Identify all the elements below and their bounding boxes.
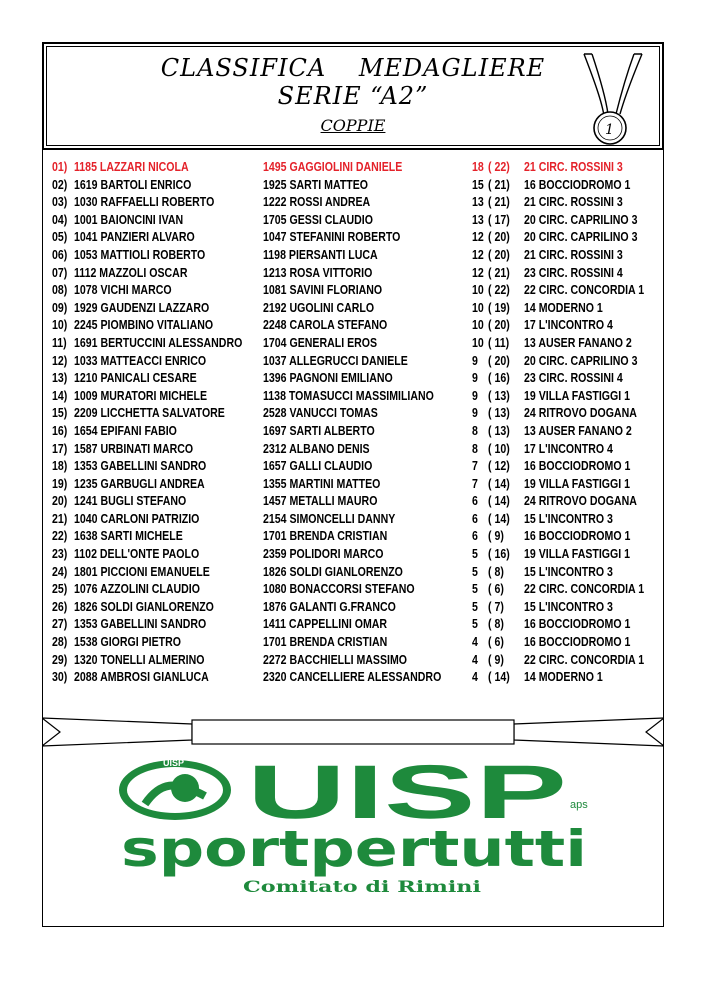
matches-cell: ( 8) — [488, 564, 504, 579]
points-cell: 9 — [472, 353, 478, 368]
rank-cell: 08) — [52, 283, 68, 298]
rank-cell: 09) — [52, 300, 68, 315]
points-cell: 5 — [472, 599, 478, 614]
player-1-cell: 1826 SOLDI GIANLORENZO — [74, 599, 214, 614]
player-2-cell: 2248 CAROLA STEFANO — [263, 318, 388, 333]
club-cell: 22 CIRC. CONCORDIA 1 — [524, 283, 645, 298]
ranking-row — [42, 178, 664, 196]
ranking-row — [42, 354, 664, 372]
points-cell: 8 — [472, 423, 478, 438]
ranking-row — [42, 565, 664, 583]
club-cell: 15 L'INCONTRO 3 — [524, 599, 613, 614]
club-cell: 22 CIRC. CONCORDIA 1 — [524, 582, 645, 597]
rank-cell: 30) — [52, 670, 68, 685]
player-1-cell: 1001 BAIONCINI IVAN — [74, 212, 184, 227]
club-cell: 24 RITROVO DOGANA — [524, 494, 637, 509]
rank-cell: 24) — [52, 564, 68, 579]
player-2-cell: 1704 GENERALI EROS — [263, 335, 378, 350]
player-2-cell: 2312 ALBANO DENIS — [263, 441, 370, 456]
matches-cell: ( 13) — [488, 423, 510, 438]
ranking-row — [42, 301, 664, 319]
ranking-row — [42, 529, 664, 547]
ranking-row — [42, 248, 664, 266]
player-1-cell: 1801 PICCIONI EMANUELE — [74, 564, 210, 579]
player-1-cell: 1040 CARLONI PATRIZIO — [74, 511, 200, 526]
points-cell: 13 — [472, 195, 484, 210]
points-cell: 5 — [472, 582, 478, 597]
points-cell: 15 — [472, 177, 484, 192]
rank-cell: 04) — [52, 212, 68, 227]
club-cell: 16 BOCCIODROMO 1 — [524, 459, 631, 474]
club-cell: 24 RITROVO DOGANA — [524, 406, 637, 421]
matches-cell: ( 8) — [488, 617, 504, 632]
player-2-cell: 1876 GALANTI G.FRANCO — [263, 599, 396, 614]
rank-cell: 02) — [52, 177, 68, 192]
player-1-cell: 1210 PANICALI CESARE — [74, 371, 197, 386]
club-cell: 23 CIRC. ROSSINI 4 — [524, 265, 623, 280]
rank-cell: 06) — [52, 247, 68, 262]
matches-cell: ( 14) — [488, 511, 510, 526]
rank-cell: 10) — [52, 318, 68, 333]
points-cell: 6 — [472, 494, 478, 509]
matches-cell: ( 21) — [488, 195, 510, 210]
ranking-row — [42, 459, 664, 477]
matches-cell: ( 12) — [488, 459, 510, 474]
points-cell: 13 — [472, 212, 484, 227]
player-2-cell: 1411 CAPPELLINI OMAR — [263, 617, 388, 632]
ranking-row — [42, 635, 664, 653]
club-cell: 14 MODERNO 1 — [524, 300, 603, 315]
matches-cell: ( 22) — [488, 160, 510, 174]
player-1-cell: 1929 GAUDENZI LAZZARO — [74, 300, 210, 315]
rank-cell: 25) — [52, 582, 68, 597]
player-2-cell: 1355 MARTINI MATTEO — [263, 476, 381, 491]
title-word-2: MEDAGLIERE — [358, 54, 546, 82]
player-1-cell: 1691 BERTUCCINI ALESSANDRO — [74, 335, 243, 350]
club-cell: 19 VILLA FASTIGGI 1 — [524, 547, 631, 562]
rank-cell: 28) — [52, 635, 68, 650]
rank-cell: 29) — [52, 652, 68, 667]
points-cell: 10 — [472, 283, 484, 298]
rank-cell: 13) — [52, 371, 68, 386]
club-cell: 23 CIRC. ROSSINI 4 — [524, 371, 623, 386]
ranking-row — [42, 195, 664, 213]
player-1-cell: 1654 EPIFANI FABIO — [74, 423, 177, 438]
rank-cell: 12) — [52, 353, 68, 368]
ranking-table — [42, 160, 664, 688]
points-cell: 12 — [472, 230, 484, 245]
player-1-cell: 1112 MAZZOLI OSCAR — [74, 265, 188, 280]
player-2-cell: 1701 BRENDA CRISTIAN — [263, 635, 388, 650]
player-1-cell: 1619 BARTOLI ENRICO — [74, 177, 192, 192]
ranking-row — [42, 653, 664, 671]
points-cell: 18 — [472, 160, 484, 174]
player-1-cell: 1033 MATTEACCI ENRICO — [74, 353, 207, 368]
club-cell: 13 AUSER FANANO 2 — [524, 423, 632, 438]
matches-cell: ( 20) — [488, 353, 510, 368]
points-cell: 10 — [472, 318, 484, 333]
matches-cell: ( 13) — [488, 406, 510, 421]
club-cell: 15 L'INCONTRO 3 — [524, 564, 613, 579]
club-cell: 21 CIRC. ROSSINI 3 — [524, 160, 623, 174]
ranking-row — [42, 213, 664, 231]
ranking-row — [42, 547, 664, 565]
svg-text:1: 1 — [605, 122, 614, 138]
ranking-row — [42, 336, 664, 354]
player-2-cell: 1138 TOMASUCCI MASSIMILIANO — [263, 388, 434, 403]
player-2-cell: 1705 GESSI CLAUDIO — [263, 212, 373, 227]
matches-cell: ( 11) — [488, 335, 510, 350]
player-2-cell: 2359 POLIDORI MARCO — [263, 547, 384, 562]
rank-cell: 18) — [52, 459, 68, 474]
player-2-cell: 1457 METALLI MAURO — [263, 494, 378, 509]
ranking-row — [42, 283, 664, 301]
matches-cell: ( 22) — [488, 283, 510, 298]
rank-cell: 15) — [52, 406, 68, 421]
rank-cell: 11) — [52, 335, 67, 350]
points-cell: 9 — [472, 371, 478, 386]
ranking-row — [42, 477, 664, 495]
matches-cell: ( 6) — [488, 582, 504, 597]
badge-text: UISP — [163, 758, 185, 768]
player-2-cell: 2192 UGOLINI CARLO — [263, 300, 375, 315]
points-cell: 6 — [472, 511, 478, 526]
rank-cell: 19) — [52, 476, 68, 491]
player-2-cell: 1396 PAGNONI EMILIANO — [263, 371, 393, 386]
matches-cell: ( 14) — [488, 670, 510, 685]
club-cell: 17 L'INCONTRO 4 — [524, 441, 613, 456]
rank-cell: 07) — [52, 265, 68, 280]
player-1-cell: 1235 GARBUGLI ANDREA — [74, 476, 205, 491]
uisp-logo-graphic — [115, 752, 595, 902]
page-title — [44, 54, 662, 82]
ranking-row — [42, 617, 664, 635]
player-2-cell: 1213 ROSA VITTORIO — [263, 265, 373, 280]
ranking-row — [42, 670, 664, 688]
player-1-cell: 1078 VICHI MARCO — [74, 283, 172, 298]
rank-cell: 05) — [52, 230, 68, 245]
player-2-cell: 1222 ROSSI ANDREA — [263, 195, 371, 210]
player-1-cell: 1538 GIORGI PIETRO — [74, 635, 182, 650]
tagline-text: sportpertutti — [121, 820, 587, 878]
matches-cell: ( 7) — [488, 599, 504, 614]
rank-cell: 21) — [52, 511, 68, 526]
club-cell: 19 VILLA FASTIGGI 1 — [524, 388, 631, 403]
ranking-row — [42, 160, 664, 178]
player-1-cell: 1053 MATTIOLI ROBERTO — [74, 247, 206, 262]
points-cell: 4 — [472, 635, 478, 650]
club-cell: 20 CIRC. CAPRILINO 3 — [524, 230, 638, 245]
points-cell: 5 — [472, 547, 478, 562]
player-2-cell: 2528 VANUCCI TOMAS — [263, 406, 378, 421]
club-cell: 20 CIRC. CAPRILINO 3 — [524, 353, 638, 368]
ranking-row — [42, 389, 664, 407]
rank-cell: 03) — [52, 195, 68, 210]
player-1-cell: 1638 SARTI MICHELE — [74, 529, 183, 544]
matches-cell: ( 6) — [488, 635, 504, 650]
ranking-row — [42, 230, 664, 248]
points-cell: 7 — [472, 459, 478, 474]
category-label: COPPIE — [320, 116, 386, 135]
points-cell: 5 — [472, 564, 478, 579]
club-cell: 13 AUSER FANANO 2 — [524, 335, 632, 350]
rank-cell: 27) — [52, 617, 68, 632]
rank-cell: 17) — [52, 441, 68, 456]
player-2-cell: 1657 GALLI CLAUDIO — [263, 459, 373, 474]
matches-cell: ( 14) — [488, 494, 510, 509]
matches-cell: ( 13) — [488, 388, 510, 403]
matches-cell: ( 21) — [488, 265, 510, 280]
player-2-cell: 1495 GAGGIOLINI DANIELE — [263, 160, 403, 174]
player-1-cell: 1353 GABELLINI SANDRO — [74, 459, 207, 474]
ranking-row — [42, 442, 664, 460]
ranking-row — [42, 582, 664, 600]
ranking-row — [42, 512, 664, 530]
points-cell: 4 — [472, 670, 478, 685]
club-cell: 15 L'INCONTRO 3 — [524, 511, 613, 526]
player-1-cell: 1587 URBINATI MARCO — [74, 441, 194, 456]
ranking-row — [42, 494, 664, 512]
player-2-cell: 1198 PIERSANTI LUCA — [263, 247, 378, 262]
ranking-row — [42, 600, 664, 618]
rank-cell: 01) — [52, 160, 68, 174]
matches-cell: ( 20) — [488, 247, 510, 262]
player-1-cell: 1320 TONELLI ALMERINO — [74, 652, 205, 667]
rank-cell: 20) — [52, 494, 68, 509]
matches-cell: ( 17) — [488, 212, 510, 227]
player-2-cell: 1826 SOLDI GIANLORENZO — [263, 564, 403, 579]
player-2-cell: 1925 SARTI MATTEO — [263, 177, 369, 192]
points-cell: 9 — [472, 388, 478, 403]
ranking-row — [42, 371, 664, 389]
matches-cell: ( 9) — [488, 652, 504, 667]
club-cell: 21 CIRC. ROSSINI 3 — [524, 247, 623, 262]
points-cell: 6 — [472, 529, 478, 544]
ranking-row — [42, 424, 664, 442]
matches-cell: ( 14) — [488, 476, 510, 491]
ranking-row — [42, 318, 664, 336]
matches-cell: ( 10) — [488, 441, 510, 456]
player-1-cell: 2245 PIOMBINO VITALIANO — [74, 318, 214, 333]
club-cell: 16 BOCCIODROMO 1 — [524, 635, 631, 650]
points-cell: 5 — [472, 617, 478, 632]
matches-cell: ( 21) — [488, 177, 510, 192]
rank-cell: 26) — [52, 599, 68, 614]
matches-cell: ( 19) — [488, 300, 510, 315]
player-1-cell: 1102 DELL'ONTE PAOLO — [74, 547, 200, 562]
points-cell: 4 — [472, 652, 478, 667]
points-cell: 8 — [472, 441, 478, 456]
player-2-cell: 1047 STEFANINI ROBERTO — [263, 230, 401, 245]
points-cell: 12 — [472, 247, 484, 262]
matches-cell: ( 16) — [488, 547, 510, 562]
points-cell: 10 — [472, 300, 484, 315]
header-box — [42, 42, 664, 150]
player-1-cell: 1041 PANZIERI ALVARO — [74, 230, 195, 245]
matches-cell: ( 9) — [488, 529, 504, 544]
rank-cell: 23) — [52, 547, 68, 562]
player-2-cell: 1697 SARTI ALBERTO — [263, 423, 375, 438]
player-1-cell: 1030 RAFFAELLI ROBERTO — [74, 195, 215, 210]
player-2-cell: 1037 ALLEGRUCCI DANIELE — [263, 353, 408, 368]
points-cell: 12 — [472, 265, 484, 280]
ranking-row — [42, 406, 664, 424]
brand-text: UISP — [247, 752, 567, 835]
matches-cell: ( 20) — [488, 230, 510, 245]
club-cell: 19 VILLA FASTIGGI 1 — [524, 476, 631, 491]
page-subtitle: SERIE “A2” — [277, 82, 429, 110]
player-2-cell: 2320 CANCELLIERE ALESSANDRO — [263, 670, 442, 685]
player-1-cell: 1185 LAZZARI NICOLA — [74, 160, 189, 174]
matches-cell: ( 16) — [488, 371, 510, 386]
title-word-1: CLASSIFICA — [160, 54, 327, 82]
club-cell: 20 CIRC. CAPRILINO 3 — [524, 212, 638, 227]
medal-icon — [572, 50, 652, 146]
club-cell: 16 BOCCIODROMO 1 — [524, 617, 631, 632]
rank-cell: 14) — [52, 388, 68, 403]
player-1-cell: 1353 GABELLINI SANDRO — [74, 617, 207, 632]
points-cell: 9 — [472, 406, 478, 421]
player-2-cell: 1701 BRENDA CRISTIAN — [263, 529, 388, 544]
ranking-row — [42, 266, 664, 284]
player-2-cell: 2272 BACCHIELLI MASSIMO — [263, 652, 408, 667]
player-1-cell: 1009 MURATORI MICHELE — [74, 388, 208, 403]
club-cell: 16 BOCCIODROMO 1 — [524, 177, 631, 192]
points-cell: 7 — [472, 476, 478, 491]
player-1-cell: 2088 AMBROSI GIANLUCA — [74, 670, 209, 685]
ribbon-banner — [42, 712, 664, 752]
points-cell: 10 — [472, 335, 484, 350]
player-2-cell: 1081 SAVINI FLORIANO — [263, 283, 383, 298]
player-1-cell: 1076 AZZOLINI CLAUDIO — [74, 582, 200, 597]
aps-text: aps — [570, 799, 588, 811]
committee-text: Comitato di Rimini — [243, 877, 481, 896]
player-1-cell: 2209 LICCHETTA SALVATORE — [74, 406, 225, 421]
player-1-cell: 1241 BUGLI STEFANO — [74, 494, 187, 509]
club-cell: 14 MODERNO 1 — [524, 670, 603, 685]
player-2-cell: 1080 BONACCORSI STEFANO — [263, 582, 415, 597]
club-cell: 21 CIRC. ROSSINI 3 — [524, 195, 623, 210]
uisp-logo — [115, 752, 595, 902]
matches-cell: ( 20) — [488, 318, 510, 333]
club-cell: 16 BOCCIODROMO 1 — [524, 529, 631, 544]
club-cell: 22 CIRC. CONCORDIA 1 — [524, 652, 645, 667]
rank-cell: 16) — [52, 423, 68, 438]
rank-cell: 22) — [52, 529, 68, 544]
club-cell: 17 L'INCONTRO 4 — [524, 318, 613, 333]
player-2-cell: 2154 SIMONCELLI DANNY — [263, 511, 396, 526]
